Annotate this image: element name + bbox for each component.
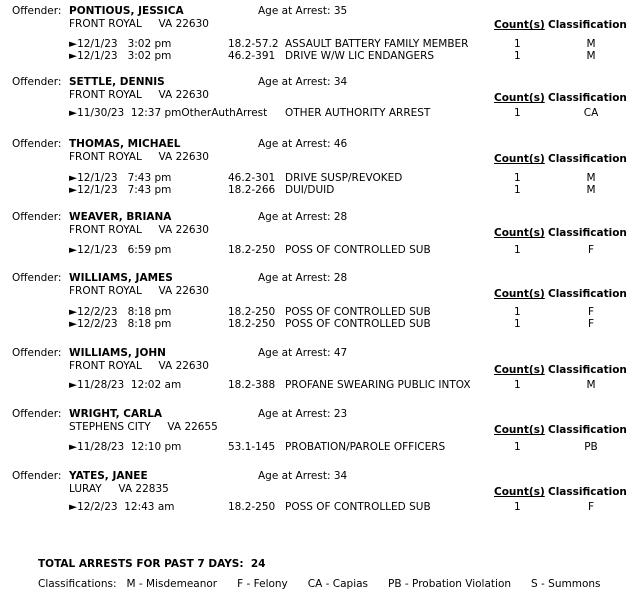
charge-datetime: ►12/1/23 7:43 pm xyxy=(69,172,172,184)
offender-address xyxy=(69,18,209,30)
charge-description: POSS OF CONTROLLED SUB xyxy=(285,501,431,513)
charge-code: 18.2-250 xyxy=(228,244,276,256)
age-at-arrest xyxy=(258,470,347,482)
charge-datetime: ►11/28/23 12:02 am xyxy=(69,379,182,391)
offender-address xyxy=(69,483,169,495)
charge-count: 1 xyxy=(514,107,521,119)
offender-state-zip: VA 22630 xyxy=(158,360,209,372)
charge-count: 1 xyxy=(514,441,521,453)
charge-datetime: ►12/2/23 12:43 am xyxy=(69,501,175,513)
offender-label: Offender: xyxy=(12,211,62,223)
charge-description: POSS OF CONTROLLED SUB xyxy=(285,244,431,256)
offender-city: FRONT ROYAL xyxy=(69,360,142,372)
count-header: Count(s) xyxy=(494,424,545,436)
offender-label: Offender: xyxy=(12,408,62,420)
age-at-arrest xyxy=(258,76,347,88)
total-arrests: TOTAL ARRESTS FOR PAST 7 DAYS: 24 xyxy=(38,558,266,570)
offender-label: Offender: xyxy=(12,272,62,284)
count-header: Count(s) xyxy=(494,486,545,498)
offender-label: Offender: xyxy=(12,76,62,88)
age-label: Age at Arrest: xyxy=(258,272,331,284)
charge-count: 1 xyxy=(514,379,521,391)
charge-classification: M xyxy=(586,184,596,196)
charge-code: 18.2-57.2 xyxy=(228,38,279,50)
offender-address xyxy=(69,224,209,236)
charge-description: DUI/DUID xyxy=(285,184,335,196)
charge-code: 18.2-266 xyxy=(228,184,276,196)
age-value: 34 xyxy=(333,470,348,482)
offender-label: Offender: xyxy=(12,5,62,17)
age-at-arrest xyxy=(258,272,347,284)
charge-count: 1 xyxy=(514,50,521,62)
charge-classification: M xyxy=(586,172,596,184)
count-header: Count(s) xyxy=(494,153,545,165)
age-label: Age at Arrest: xyxy=(258,211,331,223)
classification-header: Classification xyxy=(548,486,627,498)
offender-name: PONTIOUS, JESSICA xyxy=(69,5,184,17)
offender-state-zip: VA 22630 xyxy=(158,89,209,101)
age-at-arrest xyxy=(258,5,347,17)
charge-count: 1 xyxy=(514,184,521,196)
offender-city: STEPHENS CITY xyxy=(69,421,151,433)
offender-name: WILLIAMS, JOHN xyxy=(69,347,166,359)
age-value: 28 xyxy=(333,211,348,223)
classification-header: Classification xyxy=(548,424,627,436)
offender-address xyxy=(69,89,209,101)
charge-description: OTHER AUTHORITY ARREST xyxy=(285,107,431,119)
age-value: 35 xyxy=(333,5,348,17)
age-at-arrest xyxy=(258,138,347,150)
age-value: 47 xyxy=(333,347,348,359)
charge-code: 18.2-250 xyxy=(228,306,276,318)
charge-classification: F xyxy=(587,244,595,256)
age-label: Age at Arrest: xyxy=(258,138,331,150)
offender-state-zip: VA 22835 xyxy=(118,483,169,495)
charge-classification: CA xyxy=(583,107,599,119)
count-header: Count(s) xyxy=(494,92,545,104)
offender-name: SETTLE, DENNIS xyxy=(69,76,165,88)
charge-datetime: ►12/1/23 7:43 pm xyxy=(69,184,172,196)
charge-code: 46.2-391 xyxy=(228,50,276,62)
charge-datetime: ►12/1/23 3:02 pm xyxy=(69,38,172,50)
classification-header: Classification xyxy=(548,364,627,376)
charge-description: PROFANE SWEARING PUBLIC INTOX xyxy=(285,379,471,391)
charge-description: ASSAULT BATTERY FAMILY MEMBER xyxy=(285,38,469,50)
age-value: 46 xyxy=(333,138,348,150)
offender-name: YATES, JANEE xyxy=(69,470,148,482)
charge-classification: M xyxy=(586,38,596,50)
charge-count: 1 xyxy=(514,318,521,330)
charge-count: 1 xyxy=(514,501,521,513)
offender-city: FRONT ROYAL xyxy=(69,18,142,30)
charge-classification: PB xyxy=(584,441,598,453)
offender-name: WILLIAMS, JAMES xyxy=(69,272,173,284)
offender-address xyxy=(69,285,209,297)
offender-city: LURAY xyxy=(69,483,102,495)
offender-label: Offender: xyxy=(12,347,62,359)
charge-code: 46.2-301 xyxy=(228,172,276,184)
charge-code: 18.2-388 xyxy=(228,379,276,391)
age-value: 28 xyxy=(333,272,348,284)
charge-classification: F xyxy=(587,306,595,318)
classification-header: Classification xyxy=(548,153,627,165)
count-header: Count(s) xyxy=(494,364,545,376)
offender-state-zip: VA 22630 xyxy=(158,151,209,163)
offender-state-zip: VA 22630 xyxy=(158,224,209,236)
offender-name: THOMAS, MICHAEL xyxy=(69,138,181,150)
charge-description: DRIVE W/W LIC ENDANGERS xyxy=(285,50,435,62)
charge-count: 1 xyxy=(514,172,521,184)
count-header: Count(s) xyxy=(494,288,545,300)
charge-classification: F xyxy=(587,318,595,330)
offender-city: FRONT ROYAL xyxy=(69,285,142,297)
charge-code: 18.2-250 xyxy=(228,501,276,513)
classification-header: Classification xyxy=(548,288,627,300)
offender-city: FRONT ROYAL xyxy=(69,89,142,101)
offender-state-zip: VA 22655 xyxy=(167,421,218,433)
charge-datetime: ►12/1/23 6:59 pm xyxy=(69,244,172,256)
count-header: Count(s) xyxy=(494,19,545,31)
charge-description: POSS OF CONTROLLED SUB xyxy=(285,318,431,330)
offender-city: FRONT ROYAL xyxy=(69,224,142,236)
age-at-arrest xyxy=(258,408,347,420)
age-label: Age at Arrest: xyxy=(258,76,331,88)
charge-classification: F xyxy=(587,501,595,513)
age-value: 34 xyxy=(333,76,348,88)
age-label: Age at Arrest: xyxy=(258,470,331,482)
offender-city: FRONT ROYAL xyxy=(69,151,142,163)
charge-datetime: ►11/28/23 12:10 pm xyxy=(69,441,182,453)
offender-name: WEAVER, BRIANA xyxy=(69,211,172,223)
classification-legend: Classifications: M - Misdemeanor F - Felony CA - Capias PB - Probation Violation S - Summons xyxy=(38,578,601,590)
offender-label: Offender: xyxy=(12,470,62,482)
age-at-arrest xyxy=(258,347,347,359)
classification-header: Classification xyxy=(548,227,627,239)
charge-description: POSS OF CONTROLLED SUB xyxy=(285,306,431,318)
offender-name: WRIGHT, CARLA xyxy=(69,408,163,420)
age-value: 23 xyxy=(333,408,348,420)
charge-code: 53.1-145 xyxy=(228,441,276,453)
offender-address xyxy=(69,421,218,433)
charge-classification: M xyxy=(586,50,596,62)
offender-state-zip: VA 22630 xyxy=(158,285,209,297)
charge-code: 18.2-250 xyxy=(228,318,276,330)
charge-count: 1 xyxy=(514,38,521,50)
charge-datetime: ►12/2/23 8:18 pm xyxy=(69,318,172,330)
offender-address xyxy=(69,360,209,372)
charge-datetime: ►11/30/23 12:37 pmOtherAuthArrest xyxy=(69,107,268,119)
charge-datetime: ►12/2/23 8:18 pm xyxy=(69,306,172,318)
count-header: Count(s) xyxy=(494,227,545,239)
charge-count: 1 xyxy=(514,306,521,318)
charge-datetime: ►12/1/23 3:02 pm xyxy=(69,50,172,62)
charge-count: 1 xyxy=(514,244,521,256)
charge-description: PROBATION/PAROLE OFFICERS xyxy=(285,441,446,453)
age-label: Age at Arrest: xyxy=(258,347,331,359)
age-label: Age at Arrest: xyxy=(258,5,331,17)
charge-description: DRIVE SUSP/REVOKED xyxy=(285,172,403,184)
offender-state-zip: VA 22630 xyxy=(158,18,209,30)
age-label: Age at Arrest: xyxy=(258,408,331,420)
charge-classification: M xyxy=(586,379,596,391)
offender-address xyxy=(69,151,209,163)
offender-label: Offender: xyxy=(12,138,62,150)
age-at-arrest xyxy=(258,211,347,223)
classification-header: Classification xyxy=(548,19,627,31)
classification-header: Classification xyxy=(548,92,627,104)
